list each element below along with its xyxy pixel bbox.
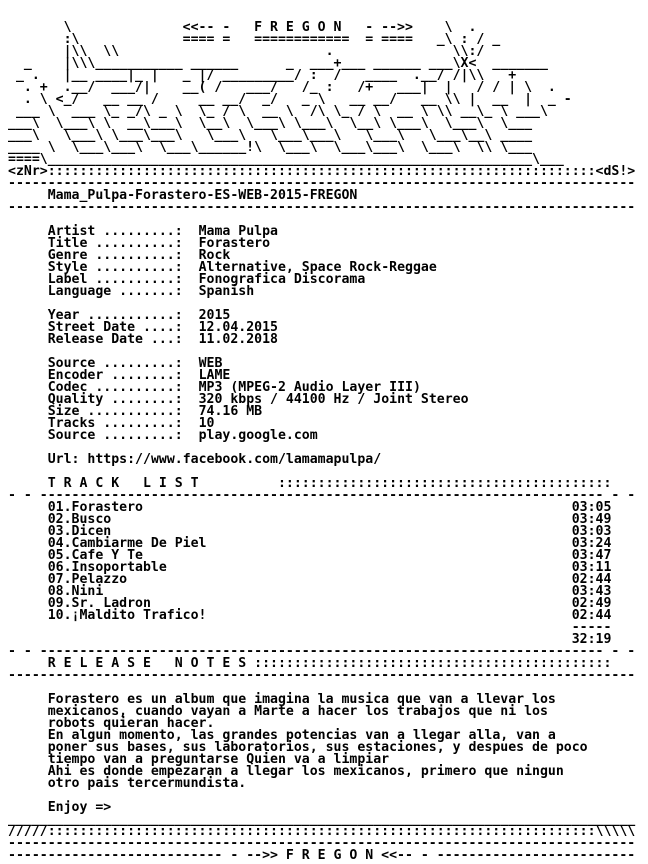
track-name: 07.Pelazzo xyxy=(47,572,128,587)
banner-art-line: ___ \ ___ \_ _/\ _ \ \_ / \ __ \ /\ \_ / \ __ \ \\ __\_ \ ___\ xyxy=(8,104,548,119)
release-notes-line: En algun momento, las grandes potencias van a llegar alla, van a xyxy=(47,728,556,743)
info-field-value: 74.16 MB xyxy=(198,404,263,419)
banner-art-line: _ |\\\___________ ______ _ ___+___ ______ ___\X< _______ xyxy=(8,56,548,71)
banner-art-line: \ <<-- - F R E G O N - -->> \ . xyxy=(8,20,477,35)
info-field-value: Mama Pulpa xyxy=(198,224,278,239)
track-time: 03:24 xyxy=(571,536,612,551)
url-value: https://www.facebook.com/lamamapulpa/ xyxy=(87,452,382,467)
track-name: 08.Nini xyxy=(47,584,104,599)
release-notes-line: Forastero es un album que imagina la musica que van a llevar los xyxy=(47,692,556,707)
info-field-value: Forastero xyxy=(198,236,271,251)
banner-art-line: ___\ \___\ \___\___\ \___\ \___\___\ \___\ \___\__\ ____ xyxy=(8,128,533,143)
track-name: 09.Sr. Ladron xyxy=(47,596,151,611)
release-notes-line: mexicanos, cuando vayan a Marte a hacer los trabajos que ni los xyxy=(47,704,548,719)
track-name: 03.Dicen xyxy=(47,524,112,539)
info-field-label: Artist .........: xyxy=(47,224,183,239)
enjoy-text: Enjoy => xyxy=(47,800,112,815)
track-name: 10.¡Maldito Trafico! xyxy=(47,608,207,623)
track-time: 03:03 xyxy=(571,524,612,539)
info-field-value: 10 xyxy=(198,416,215,431)
info-field-label: Codec ..........: xyxy=(47,380,183,395)
banner-art-line: ___\ \___\ \ __\___\ \__\ \___\ \___\ \__\ \___\ \___\ \___ xyxy=(8,116,533,131)
info-field-label: Label ..........: xyxy=(47,272,183,287)
banner-art-line: . \ <_/ __ __ / __ __/ _/ _ \ __ __/ __ \\ | __ | _ - xyxy=(8,92,572,107)
release-notes-title: R E L E A S E N O T E S xyxy=(47,656,247,671)
track-time: 03:05 xyxy=(571,500,612,515)
info-field-value: Spanish xyxy=(198,284,255,299)
info-field-label: Title ..........: xyxy=(47,236,183,251)
track-time: 02:44 xyxy=(571,572,612,587)
tracklist-title: T R A C K L I S T xyxy=(47,476,199,491)
release-tag-left: <zNr> xyxy=(8,164,48,179)
banner-art-line: . + .__/ ___/| __( / ___/ /_ : /+ ___| | / / | \ . xyxy=(8,80,564,95)
banner-art-line: ====\_____________________________________________________________\___ xyxy=(8,152,564,167)
track-time: 03:43 xyxy=(571,584,612,599)
info-field-label: Source .........: xyxy=(47,356,183,371)
info-field-value: Fonografica Discorama xyxy=(198,272,366,287)
track-time: 03:47 xyxy=(571,548,612,563)
track-time: 02:44 xyxy=(571,608,612,623)
info-field-label: Size ...........: xyxy=(47,404,183,419)
track-time: 02:49 xyxy=(571,596,612,611)
footer-signature: - -->> F R E G O N <<-- - xyxy=(230,848,429,863)
track-name: 06.Insoportable xyxy=(47,560,167,575)
info-field-value: Alternative, Space Rock-Reggae xyxy=(198,260,437,275)
track-name: 01.Forastero xyxy=(47,500,143,515)
track-time: 03:49 xyxy=(571,512,612,527)
info-field-value: MP3 (MPEG-2 Audio Layer III) xyxy=(198,380,421,395)
info-field-label: Genre ..........: xyxy=(47,248,183,263)
info-field-label: Style ..........: xyxy=(47,260,183,275)
nfo-document: \ <<-- - F R E G O N - -->> \ . :\ ==== = ============ = ==== _\ : / _ |\\ \\ . \\:/ _ |\\\___________ ______ _ ___+___ ______ ___\X< _______ _ . |__ ____|_ | _ |/ _________/ : / ____ .__/ /|\\ + . + .__/ ___/| __( / ___/ /_ : /+ ___| | / / | \ . . \ <_/ __ __ / __ __/ _/ _ \ __ __/ __ \\ | __ | _ - ___ \ ___ \_ _/\ _ \ \_ / \ __ \ /\ \_ / \ __ \ \\ __\_ \ ___\ ___\ \___\ \ __\___\ \__\ \___\ \___\ \__\ \___\ \___\ \___ ___\ \___\ \___\___\ \___\ \___\___\ \___\ \___\__\ ____ ____ \ \___\___\ \___\______!\ \___\ \___\___\ \___\ \\ \___ ====\_____________________________________________________________\___ <zNr>:::::::::::::::::::::::::::::::::::::::::::::::::::::::::::::::::::::<dS!> ------------------------------------------------------------------------------- Mama_Pulpa-Forastero-ES-WEB-2015-FREGON ------------------------------------------------------------------------------- Artist .........: Mama Pulpa Title ..........: Forastero Genre ..........: Rock Style ..........: Alternative, Space Rock-Reggae Label ..........: Fonografica Discorama Language .......: Spanish Year ...........: 2015 Street Date ....: 12.04.2015 Release Date ...: 11.02.2018 Source .........: WEB Encoder ........: LAME Codec ..........: MP3 (MPEG-2 Audio Layer III) Quality ........: 320 kbps / 44100 Hz / Joint Stereo Size ...........: 74.16 MB Tracks .........: 10 Source .........: play.google.com Url: https://www.facebook.com/lamamapulpa/ T R A C K L I S T :::::::::::::::::::::::::::::::::::::::::: - - ----------------------------------------------------------------------- - - 01.Forastero 03:05 02.Busco 03:49 03.Dicen 03:03 04.Cambiarme De Piel 03:24 05.Cafe Y Te 03:47 06.Insoportable 03:11 07.Pelazzo 02:44 08.Nini 03:43 09.Sr. Ladron 02:49 10.¡Maldito Trafico! 02:44 ----- 32:19 - - ----------------------------------------------------------------------- - - R E L E A S E N O T E S ::::::::::::::::::::::::::::::::::::::::::::: ------------------------------------------------------------------------------- Forastero es un album que imagina la musica que van a llevar los mexicanos, cuando vayan a Marte a hacer los trabajos que ni los robots quieran hacer. En algun momento, las grandes potencias van a llegar alla, van a poner sus bases, sus laboratorios, sus estaciones, y despues de poco tiempo van a preguntarse Quien va a limpiar Ahi es donde empezaran a llegar los mexicanos, primero que ningun otro pais tercermundista. Enjoy => _______________________________________________________________________________ /////:::::::::::::::::::::::::::::::::::::::::::::::::::::::::::::::::::::\\\\\ ------------------------------------------------------------------------------- --------------------------- - -->> F R E G O N <<-- - ------------------------- xyxy=(8,20,636,863)
release-notes-line: poner sus bases, sus laboratorios, sus estaciones, y despues de poco xyxy=(47,740,588,755)
info-field-value: 2015 xyxy=(198,308,231,323)
release-notes-line: robots quieran hacer. xyxy=(47,716,215,731)
info-field-value: play.google.com xyxy=(198,428,318,443)
info-field-label: Release Date ...: xyxy=(47,332,183,347)
info-field-value: Rock xyxy=(198,248,231,263)
info-field-label: Tracks .........: xyxy=(47,416,183,431)
banner-art-line: |\\ \\ . \\:/ xyxy=(8,44,485,59)
track-name: 02.Busco xyxy=(47,512,112,527)
release-tag-right: <dS!> xyxy=(595,164,636,179)
info-field-value: 12.04.2015 xyxy=(198,320,278,335)
track-name: 04.Cambiarme De Piel xyxy=(47,536,207,551)
release-notes-line: Ahi es donde empezaran a llegar los mexicanos, primero que ningun xyxy=(47,764,564,779)
info-field-value: LAME xyxy=(198,368,231,383)
info-field-value: 320 kbps / 44100 Hz / Joint Stereo xyxy=(198,392,469,407)
info-field-value: 11.02.2018 xyxy=(198,332,278,347)
info-field-label: Year ...........: xyxy=(47,308,183,323)
info-field-label: Encoder ........: xyxy=(47,368,183,383)
url-label: Url: xyxy=(47,452,80,467)
banner-art-line: :\ ==== = ============ = ==== _\ : / _ xyxy=(8,32,501,47)
banner-art-line: _ . |__ ____|_ | _ |/ _________/ : / ____ .__/ /|\\ + xyxy=(8,68,517,83)
release-notes-line: otro pais tercermundista. xyxy=(47,776,247,791)
info-field-value: WEB xyxy=(198,356,223,371)
info-field-label: Quality ........: xyxy=(47,392,183,407)
info-field-label: Street Date ....: xyxy=(47,320,183,335)
total-time: 32:19 xyxy=(571,632,612,647)
release-notes-line: tiempo van a preguntarse Quien va a limpiar xyxy=(47,752,390,767)
track-time: 03:11 xyxy=(571,560,612,575)
info-field-label: Language .......: xyxy=(47,284,183,299)
track-row xyxy=(8,608,611,623)
banner-art-line: ____ \ \___\___\ \___\______!\ \___\ \___\___\ \___\ \\ \___ xyxy=(8,140,533,155)
track-name: 05.Cafe Y Te xyxy=(47,548,143,563)
info-field-label: Source .........: xyxy=(47,428,183,443)
release-name: Mama_Pulpa-Forastero-ES-WEB-2015-FREGON xyxy=(47,188,358,203)
